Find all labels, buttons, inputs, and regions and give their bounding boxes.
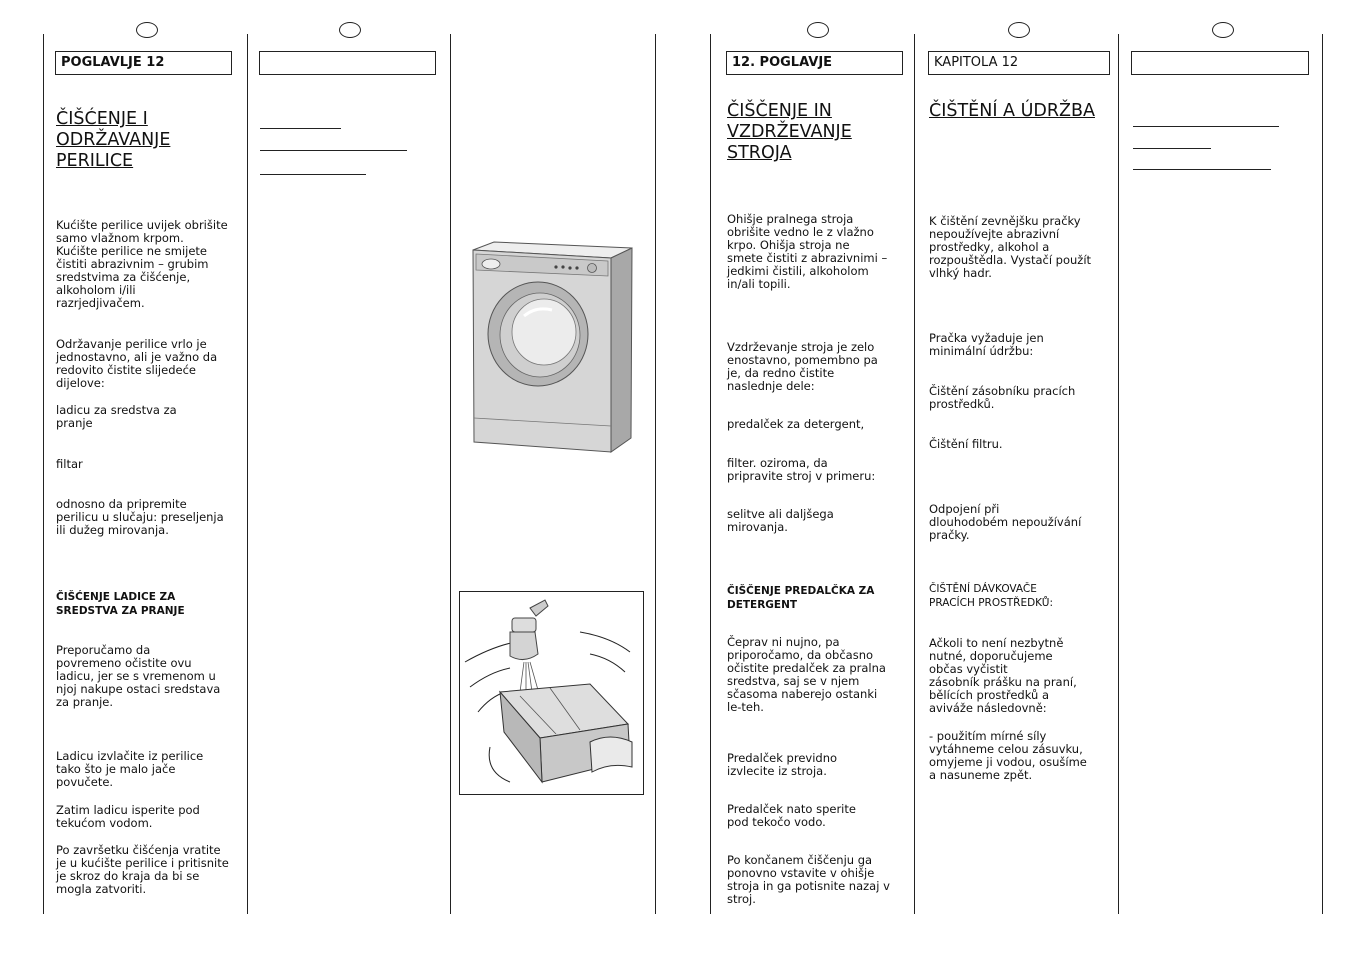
paragraph: Po končanem čiščenju ga ponovno vstavite v ohišje stroja in ga potisnite nazaj v stroj. (727, 853, 890, 906)
column-divider (247, 34, 248, 914)
list-item: Čištění zásobníku pracích prostředků. (929, 384, 1076, 411)
paragraph: Po završetku čišćenja vratite je u kućište perilice i pritisnite je skroz do kraja da bi se mogla zatvoriti. (56, 843, 229, 896)
paragraph: Zatim ladicu isperite pod tekućom vodom. (56, 803, 200, 830)
list-item: Čištění filtru. (929, 437, 1003, 451)
section-title: ČIŠČENJE IN VZDRŽEVANJE STROJA (727, 101, 852, 163)
title-placeholder-line (1133, 169, 1271, 170)
column-divider (655, 34, 656, 914)
column-divider (710, 34, 711, 914)
paragraph: Ačkoli to není nezbytně nutné, doporučujeme občas vyčistit zásobník prášku na praní, bělících prostředků a aviváže následovně: (929, 636, 1077, 715)
list-item: filter. oziroma, da pripravite stroj v primeru: (727, 456, 876, 483)
title-placeholder-line (1133, 148, 1211, 149)
language-marker-oval (136, 22, 158, 38)
paragraph: Ohišje pralnega stroja obrišite vedno le z vlažno krpo. Ohišja stroja ne smete čistiti z abrazivnimi – jedkimi čistili, alkoholom in/ali topili. (727, 212, 888, 291)
list-item: Odpojení při dlouhodobém nepoužívání pračky. (929, 502, 1082, 542)
paragraph: Predalček nato sperite pod tekočo vodo. (727, 802, 856, 829)
list-item: selitve ali daljšega mirovanja. (727, 507, 834, 534)
paragraph: Preporučamo da povremeno očistite ovu ladicu, jer se s vremenom u njoj nakupe ostaci sredstava za pranje. (56, 643, 221, 709)
paragraph: Pračka vyžaduje jen minimální údržbu: (929, 331, 1044, 358)
chapter-heading-box (1131, 51, 1309, 75)
language-marker-oval (1212, 22, 1234, 38)
detergent-drawer-under-tap-illustration (460, 592, 643, 794)
paragraph: Vzdrževanje stroja je zelo enostavno, pomembno pa je, da redno čistite naslednje dele: (727, 340, 878, 393)
paragraph: Ladicu izvlačite iz perilice tako što je malo jače povučete. (56, 749, 204, 789)
paragraph: K čištění zevnějšku pračky nepoužívejte abrazivní prostředky, alkohol a rozpouštědla. Vystačí použít vlhký hadr. (929, 214, 1092, 280)
title-placeholder-line (260, 150, 407, 151)
column-divider (1118, 34, 1119, 914)
paragraph: - použitím mírné síly vytáhneme celou zásuvku, omyjeme ji vodou, osušíme a nasuneme zpět. (929, 729, 1087, 782)
list-item: odnosno da pripremite perilicu u slučaju: preseljenja ili dužeg mirovanja. (56, 497, 224, 537)
list-item: filtar (56, 457, 83, 471)
title-placeholder-line (1133, 126, 1279, 127)
list-item: predalček za detergent, (727, 417, 865, 431)
chapter-heading-box: POGLAVLJE 12 (55, 51, 232, 75)
paragraph: Kućište perilice uvijek obrišite samo vlažnom krpom. Kućište perilice ne smijete čistiti abrazivnim – grubim sredstvima za čišćenje, alkoholom i/ili razrjedjivačem. (56, 218, 228, 310)
chapter-heading-box: 12. POGLAVJE (726, 51, 903, 75)
column-divider (914, 34, 915, 914)
section-title: ČIŠĆENJE I ODRŽAVANJE PERILICE (56, 109, 171, 171)
column-divider (1322, 34, 1323, 914)
column-divider (450, 34, 451, 914)
title-placeholder-line (260, 128, 341, 129)
paragraph: Održavanje perilice vrlo je jednostavno, ali je važno da redovito čistite slijedeće dijelove: (56, 337, 218, 390)
column-divider (43, 34, 44, 914)
drawer-rinse-figure-frame (459, 591, 644, 795)
subsection-heading: ČIŠĆENJE LADICE ZA SREDSTVA ZA PRANJE (56, 591, 185, 617)
paragraph: Predalček previdno izvlecite iz stroja. (727, 751, 838, 778)
title-placeholder-line (260, 174, 366, 175)
section-title: ČIŠTĚNÍ A ÚDRŽBA (929, 101, 1095, 121)
subsection-heading: ČIŠČENJE PREDALČKA ZA DETERGENT (727, 585, 875, 611)
list-item: ladicu za sredstva za pranje (56, 403, 177, 430)
subsection-heading: ČIŠTĚNÍ DÁVKOVAČE PRACÍCH PROSTŘEDKŮ: (929, 583, 1054, 609)
language-marker-oval (1008, 22, 1030, 38)
language-marker-oval (807, 22, 829, 38)
chapter-heading-box: KAPITOLA 12 (928, 51, 1110, 75)
paragraph: Čeprav ni nujno, pa priporočamo, da občasno očistite predalček za pralna sredstva, saj se v njem sčasoma naberejo ostanki le-teh. (727, 635, 886, 714)
washing-machine-illustration (466, 240, 638, 458)
chapter-heading-box (259, 51, 436, 75)
language-marker-oval (339, 22, 361, 38)
